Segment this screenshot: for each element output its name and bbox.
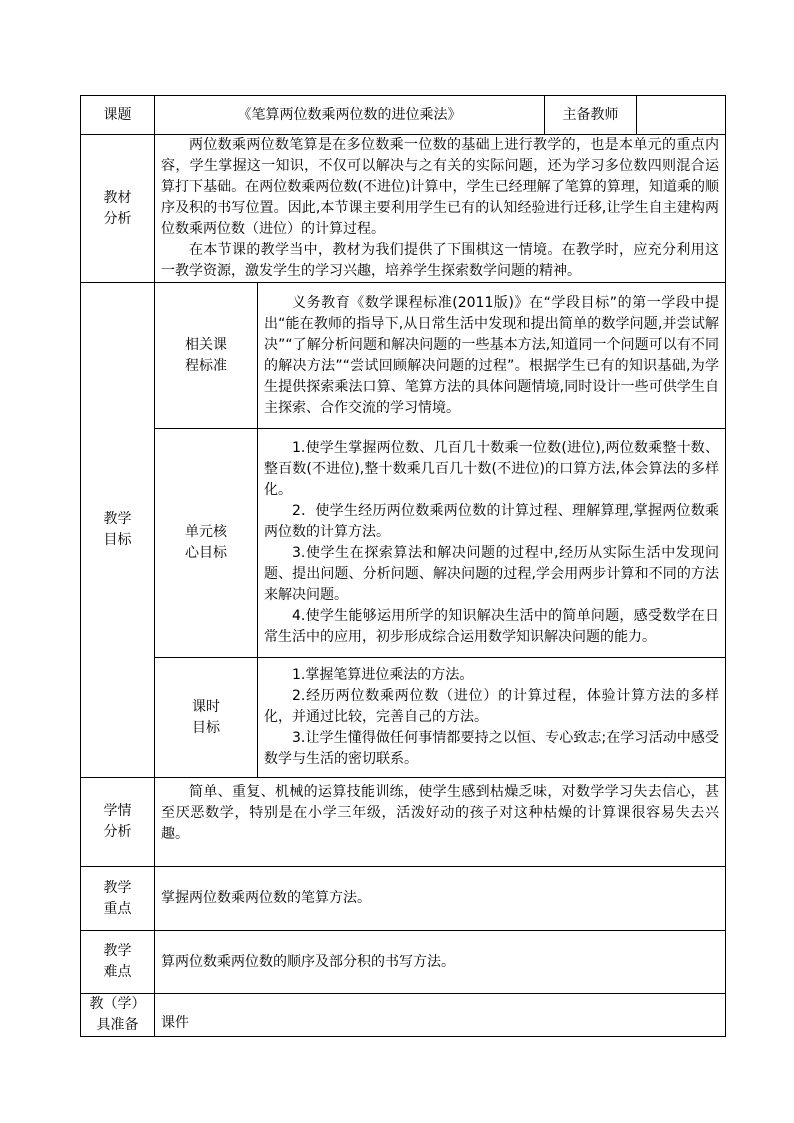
objectives-label-line: 教学 <box>103 511 132 527</box>
difficulty-content: 算两位数乘两位数的顺序及部分积的书写方法。 <box>155 931 726 994</box>
material-label <box>81 135 155 283</box>
key-point-label <box>81 867 155 931</box>
preparation-label-line: 教（学） <box>89 996 146 1012</box>
curriculum-label-line: 相关课 <box>185 336 227 353</box>
unit-label <box>155 429 258 658</box>
lesson-label <box>155 658 258 778</box>
learner-label-line: 学情 <box>103 803 132 819</box>
curriculum-label-line: 程标准 <box>185 357 227 374</box>
objectives-label-line: 目标 <box>103 532 132 548</box>
material-label-line: 分析 <box>103 210 132 227</box>
lesson-paragraph: 3.让学生懂得做任何事情都要持之以恒、专心致志;在学习活动中感受数学与生活的密切联系。 <box>264 730 719 767</box>
objectives-label <box>81 283 155 778</box>
lesson-paragraph: 2.经历两位数乘两位数（进位）的计算过程，体验计算方法的多样化，并通过比较，完善自己的方法。 <box>264 688 719 725</box>
lesson-paragraph: 1.掌握笔算进位乘法的方法。 <box>292 667 474 683</box>
curriculum-label <box>155 283 258 429</box>
material-content <box>155 135 726 283</box>
preparation-content: 课件 <box>155 994 726 1037</box>
material-paragraph: 在本节课的教学当中，教材为我们提供了下围棋这一情境。在教学时，应充分利用这一教学资源，激发学生的学习兴趣，培养学生探索数学问题的精神。 <box>161 242 719 279</box>
lesson-content <box>258 658 726 778</box>
difficulty-label-line: 教学 <box>103 943 132 959</box>
unit-row <box>81 429 726 658</box>
preparation-label <box>81 994 155 1037</box>
learner-paragraph: 简单、重复、机械的运算技能训练，使学生感到枯燥乏味，对数学学习失去信心，甚至厌恶数学，特别是在小学三年级，活泼好动的孩子对这种枯燥的计算课很容易失去兴趣。 <box>161 784 719 842</box>
lesson-plan-table <box>80 95 726 1037</box>
learner-row <box>81 778 726 867</box>
unit-paragraph: 2．使学生经历两位数乘两位数的计算过程、理解算理,掌握两位数乘两位数的计算方法。 <box>264 503 719 540</box>
header-row <box>81 96 726 135</box>
curriculum-row <box>81 283 726 429</box>
unit-content <box>258 429 726 658</box>
learner-label <box>81 778 155 867</box>
key-point-label-line: 教学 <box>103 879 132 896</box>
preparation-label-line: 具准备 <box>96 1017 139 1033</box>
teacher-value <box>637 96 726 135</box>
unit-label-line: 心目标 <box>185 545 227 561</box>
curriculum-content <box>258 283 726 429</box>
difficulty-label-line: 难点 <box>103 964 132 980</box>
learner-label-line: 分析 <box>103 824 132 840</box>
difficulty-label <box>81 931 155 994</box>
lesson-row <box>81 658 726 778</box>
key-point-content: 掌握两位数乘两位数的笔算方法。 <box>155 867 726 931</box>
key-point-row <box>81 867 726 931</box>
topic-label: 课题 <box>81 96 155 135</box>
unit-paragraph: 3.使学生在探索算法和解决问题的过程中,经历从实际生活中发现问题、提出问题、分析问题、解决问题的过程,学会用两步计算和不同的方法来解决问题。 <box>264 545 719 603</box>
teacher-label: 主备教师 <box>545 96 637 135</box>
lesson-label-line: 目标 <box>192 719 220 736</box>
lesson-label-line: 课时 <box>192 698 220 715</box>
material-row <box>81 135 726 283</box>
material-paragraph: 两位数乘两位数笔算是在多位数乘一位数的基础上进行教学的，也是本单元的重点内容，学生掌握这一知识，不仅可以解决与之有关的实际问题，还为学习多位数四则混合运算打下基础。在两位数乘两位数(不进位)计算中，学生已经理解了笔算的算理，知道乘的顺序及积的书写位置。因此,本节课主要利用学生已有的认知经验进行迁移,让学生自主建构两位数乘两位数（进位）的计算过程。 <box>161 137 719 237</box>
difficulty-row <box>81 931 726 994</box>
curriculum-paragraph: 义务教育《数学课程标准(2011版)》在“学段目标”的第一学段中提出“能在教师的指导下,从日常生活中发现和提出简单的数学问题,并尝试解决”“了解分析问题和解决问题的一些基本方法,知道同一个问题可以有不同的解决方法”“尝试回顾解决问题的过程”。根据学生已有的知识基础,为学生提供探索乘法口算、笔算方法的具体问题情境,同时设计一些可供学生自主探索、合作交流的学习情境。 <box>264 294 719 416</box>
key-point-label-line: 重点 <box>103 900 132 917</box>
unit-label-line: 单元核 <box>185 524 227 540</box>
unit-paragraph: 1.使学生掌握两位数、几百几十数乘一位数(进位),两位数乘整十数、整百数(不进位),整十数乘几百几十数(不进位)的口算方法,体会算法的多样化。 <box>264 440 719 498</box>
learner-content <box>155 778 726 867</box>
topic-value: 《笔算两位数乘两位数的进位乘法》 <box>155 96 545 135</box>
material-label-line: 教材 <box>103 189 132 206</box>
unit-paragraph: 4.使学生能够运用所学的知识解决生活中的简单问题，感受数学在日常生活中的应用，初步形成综合运用数学知识解决问题的能力。 <box>264 608 719 645</box>
preparation-row <box>81 994 726 1037</box>
